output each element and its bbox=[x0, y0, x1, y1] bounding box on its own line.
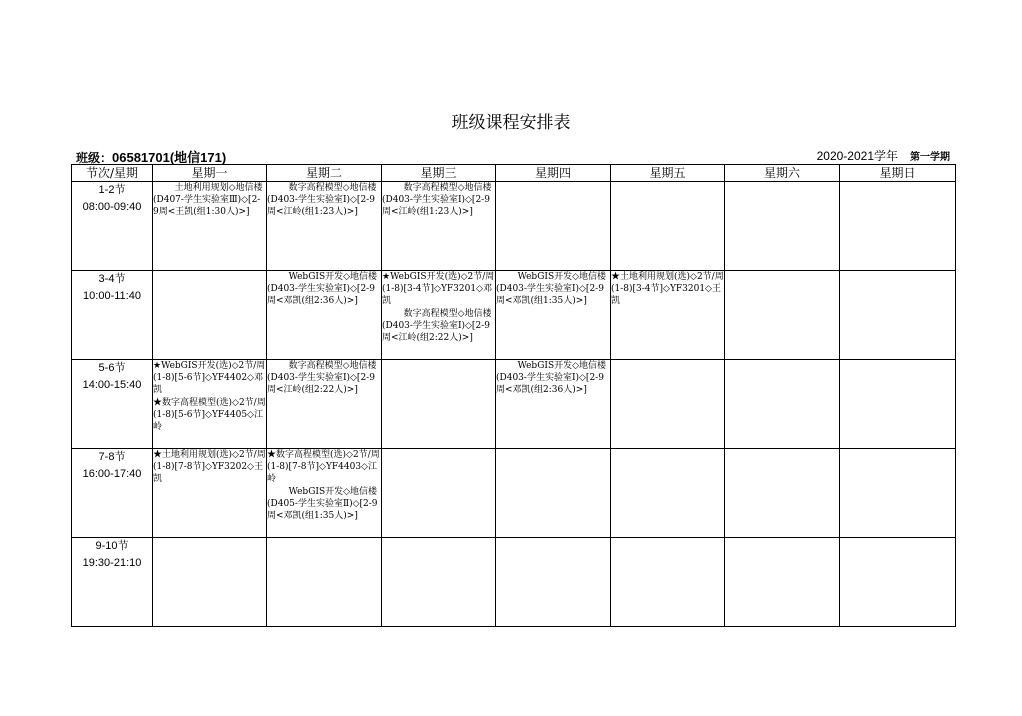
cell-tuesday bbox=[267, 449, 382, 538]
cell-sunday bbox=[840, 538, 956, 627]
cell-wednesday bbox=[382, 449, 496, 538]
cell-friday bbox=[611, 360, 725, 449]
course-entry: WebGIS开发◇地信楼(D405-学生实验室Ⅱ)◇[2-9周<邓凯(组1:35人)>] bbox=[267, 486, 378, 522]
cell-sunday bbox=[840, 271, 956, 360]
slot-cell bbox=[72, 271, 153, 360]
slot-label: 9-10节 bbox=[95, 540, 129, 552]
slot-cell bbox=[72, 182, 153, 271]
cell-saturday bbox=[725, 360, 840, 449]
cell-friday bbox=[611, 182, 725, 271]
slot-time: 19:30-21:10 bbox=[82, 557, 142, 569]
cell-friday bbox=[611, 271, 725, 360]
table-row bbox=[72, 449, 956, 538]
slot-cell bbox=[72, 449, 153, 538]
table-row bbox=[72, 271, 956, 360]
slot-time: 10:00-11:40 bbox=[83, 290, 141, 302]
course-entry: WebGIS开发◇地信楼(D403-学生实验室Ⅰ)◇[2-9周<邓凯(组2:36人)>] bbox=[496, 361, 607, 396]
cell-wednesday bbox=[382, 182, 496, 271]
cell-wednesday bbox=[382, 271, 496, 360]
cell-sunday bbox=[840, 182, 956, 271]
header-saturday: 星期六 bbox=[725, 165, 840, 182]
course-entry: 数字高程模型◇地信楼(D403-学生实验室Ⅰ)◇[2-9周<江岭(组1:23人)>] bbox=[382, 183, 492, 218]
cell-friday bbox=[611, 449, 725, 538]
course-entry: ★数字高程模型(选)◇2节/周(1-8)[7-8节]◇YF4403◇江岭 bbox=[267, 450, 380, 485]
class-prefix: 班级： bbox=[76, 151, 113, 165]
slot-label: 7-8节 bbox=[98, 451, 126, 463]
cell-thursday bbox=[496, 538, 611, 627]
cell-sunday bbox=[840, 360, 956, 449]
header-slot: 节次/星期 bbox=[72, 165, 153, 182]
cell-friday bbox=[611, 538, 725, 627]
cell-monday bbox=[153, 182, 267, 271]
cell-thursday bbox=[496, 271, 611, 360]
cell-monday bbox=[153, 360, 267, 449]
cell-tuesday bbox=[267, 538, 382, 627]
cell-tuesday bbox=[267, 182, 382, 271]
slot-label: 1-2节 bbox=[98, 184, 126, 196]
cell-wednesday bbox=[382, 538, 496, 627]
slot-cell bbox=[72, 538, 153, 627]
cell-saturday bbox=[725, 271, 840, 360]
header-monday: 星期一 bbox=[153, 165, 267, 182]
cell-thursday bbox=[496, 182, 611, 271]
course-entry: WebGIS开发◇地信楼(D403-学生实验室Ⅰ)◇[2-9周<邓凯(组2:36人)>] bbox=[267, 272, 378, 307]
slot-label: 5-6节 bbox=[98, 362, 126, 374]
course-entry: ★土地利用规划(选)◇2节/周(1-8)[3-4节]◇YF3201◇王凯 bbox=[611, 272, 724, 307]
semester: 第一学期 bbox=[910, 152, 950, 163]
cell-monday bbox=[153, 538, 267, 627]
academic-year: 2020-2021学年 bbox=[816, 149, 898, 163]
header-sunday: 星期日 bbox=[840, 165, 956, 182]
cell-tuesday bbox=[267, 360, 382, 449]
cell-tuesday bbox=[267, 271, 382, 360]
course-entry: ★WebGIS开发(选)◇2节/周(1-8)[3-4节]◇YF3201◇邓凯 bbox=[382, 272, 495, 307]
course-entry: ★WebGIS开发(选)◇2节/周(1-8)[5-6节]◇YF4402◇邓凯 bbox=[153, 361, 266, 396]
course-entry: ★土地利用规划(选)◇2节/周(1-8)[7-8节]◇YF3202◇王凯 bbox=[153, 450, 266, 485]
class-code: 06581701(地信171) bbox=[112, 150, 227, 165]
slot-time: 14:00-15:40 bbox=[82, 379, 142, 391]
cell-thursday bbox=[496, 449, 611, 538]
term-info bbox=[817, 147, 950, 164]
table-row bbox=[72, 360, 956, 449]
header-thursday: 星期四 bbox=[496, 165, 611, 182]
cell-wednesday bbox=[382, 360, 496, 449]
course-entry: 土地利用规划◇地信楼(D407-学生实验室Ⅲ)◇[2-9周<王凯(组1:30人)>] bbox=[153, 183, 263, 218]
page-title: 班级课程安排表 bbox=[451, 113, 571, 133]
course-entry: WebGIS开发◇地信楼(D403-学生实验室Ⅰ)◇[2-9周<邓凯(组1:35人)>] bbox=[496, 272, 607, 307]
slot-time: 16:00-17:40 bbox=[82, 468, 142, 480]
cell-saturday bbox=[725, 538, 840, 627]
slot-time: 08:00-09:40 bbox=[82, 201, 142, 213]
course-entry: 数字高程模型◇地信楼(D403-学生实验室Ⅰ)◇[2-9周<江岭(组1:23人)>] bbox=[267, 183, 377, 218]
slot-label: 3-4节 bbox=[98, 273, 126, 285]
course-entry: 数字高程模型◇地信楼(D403-学生实验室Ⅰ)◇[2-9周<江岭(组2:22人)>] bbox=[382, 308, 492, 344]
cell-saturday bbox=[725, 182, 840, 271]
cell-sunday bbox=[840, 449, 956, 538]
cell-saturday bbox=[725, 449, 840, 538]
cell-monday bbox=[153, 449, 267, 538]
header-tuesday: 星期二 bbox=[267, 165, 382, 182]
header-friday: 星期五 bbox=[611, 165, 725, 182]
table-row bbox=[72, 538, 956, 627]
course-entry: ★数字高程模型(选)◇2节/周(1-8)[5-6节]◇YF4405◇江岭 bbox=[153, 397, 266, 433]
header-wednesday: 星期三 bbox=[382, 165, 496, 182]
cell-monday bbox=[153, 271, 267, 360]
slot-cell bbox=[72, 360, 153, 449]
course-entry: 数字高程模型◇地信楼(D403-学生实验室Ⅰ)◇[2-9周<江岭(组2:22人)>] bbox=[267, 361, 377, 396]
cell-thursday bbox=[496, 360, 611, 449]
table-row bbox=[72, 182, 956, 271]
schedule-table bbox=[71, 164, 956, 627]
header-row bbox=[72, 165, 956, 182]
